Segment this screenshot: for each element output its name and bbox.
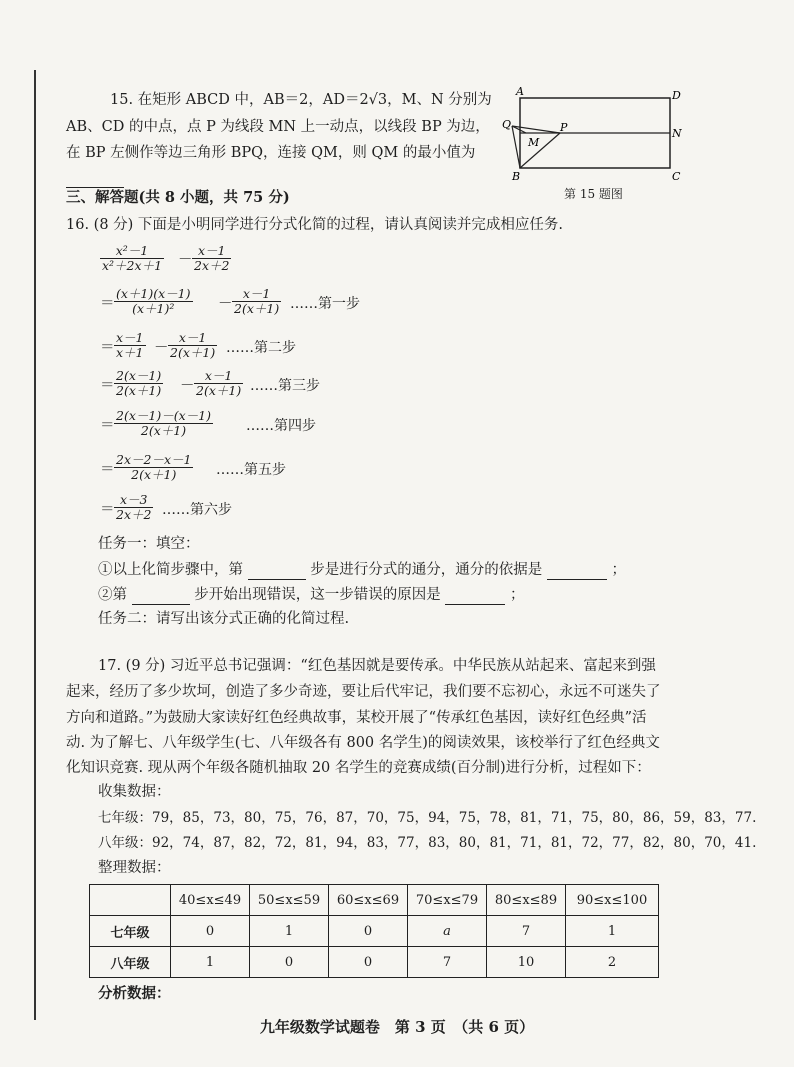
row-label: 七年级 bbox=[90, 916, 171, 947]
frequency-table bbox=[89, 884, 659, 978]
fraction-numerator: x－1 bbox=[194, 369, 243, 384]
q17-line-2: 起来，经历了多少坎坷，创造了多少奇迹，要让后代牢记，我们要不忘初心，永远不可迷失了 bbox=[66, 684, 661, 700]
fraction-denominator: 2(x＋1) bbox=[131, 467, 177, 482]
step-label-6: ……第六步 bbox=[162, 502, 232, 518]
q15-figure-caption: 第 15 题图 bbox=[564, 187, 623, 201]
equals-sign: ＝ bbox=[100, 502, 115, 518]
fraction-denominator: 2x＋2 bbox=[194, 258, 230, 273]
label-n: N bbox=[672, 127, 682, 140]
table-cell: 2 bbox=[566, 947, 659, 978]
fraction-denominator: 2(x＋1) bbox=[196, 383, 242, 398]
task1-item-1 bbox=[98, 560, 626, 580]
table-header-cell: 50≤x≤59 bbox=[250, 885, 329, 916]
task1-item-2 bbox=[98, 585, 524, 605]
fraction-numerator: x－3 bbox=[114, 493, 153, 508]
fraction-denominator: x＋1 bbox=[116, 345, 144, 360]
fraction bbox=[114, 453, 193, 482]
table-cell: 0 bbox=[329, 947, 408, 978]
step-label-5: ……第五步 bbox=[216, 462, 286, 478]
equals-sign: ＝ bbox=[100, 296, 115, 312]
table-cell: 1 bbox=[566, 916, 659, 947]
fraction bbox=[114, 287, 193, 316]
q15-line-3: 在 BP 左侧作等边三角形 BPQ，连接 QM，则 QM 的最小值为 bbox=[66, 145, 476, 161]
table-row bbox=[90, 947, 659, 978]
equals-sign: ＝ bbox=[100, 378, 115, 394]
table-cell: 0 bbox=[329, 916, 408, 947]
fraction bbox=[192, 244, 231, 273]
answer-blank bbox=[132, 590, 190, 605]
q15-rectangle-figure bbox=[500, 84, 700, 184]
row-label: 八年级 bbox=[90, 947, 171, 978]
fraction bbox=[232, 287, 281, 316]
task1-item-1-text-c: ； bbox=[611, 562, 626, 578]
fraction bbox=[114, 369, 163, 398]
step-label-1: ……第一步 bbox=[290, 296, 360, 312]
table-header-cell: 90≤x≤100 bbox=[566, 885, 659, 916]
q16-intro: 16. (8 分) 下面是小明同学进行分式化简的过程，请认真阅读并完成相应任务. bbox=[66, 217, 564, 233]
task1-item-1-text-a: ①以上化简步骤中，第 bbox=[98, 562, 243, 578]
organize-data-title: 整理数据： bbox=[98, 860, 171, 876]
table-cell: 7 bbox=[487, 916, 566, 947]
fraction bbox=[114, 331, 146, 360]
equals-sign: ＝ bbox=[100, 418, 115, 434]
label-q: Q bbox=[502, 118, 512, 131]
minus-sign: － bbox=[154, 340, 169, 356]
step-label-2: ……第二步 bbox=[226, 340, 296, 356]
answer-blank bbox=[248, 565, 306, 580]
label-c: C bbox=[672, 170, 681, 183]
fraction-denominator: 2(x＋1) bbox=[234, 301, 280, 316]
analyze-data-title: 分析数据： bbox=[98, 985, 171, 1002]
q15-answer-blank bbox=[66, 168, 124, 188]
step-label-4: ……第四步 bbox=[246, 418, 316, 434]
table-cell: 1 bbox=[171, 947, 250, 978]
fraction-denominator: 2x＋2 bbox=[116, 507, 152, 522]
grade8-scores: 八年级：92，74，87，82，72，81，94，83，77，83，80，81，71，81，72，77，82，80，70，41. bbox=[98, 835, 757, 851]
minus-sign: － bbox=[180, 378, 195, 394]
table-header-row bbox=[90, 885, 659, 916]
grade7-scores: 七年级：79，85，73，80，75，76，87，70，75，94，75，78，81，71，75，80，86，59，83，77. bbox=[98, 810, 757, 826]
label-p: P bbox=[560, 121, 568, 134]
step-label-3: ……第三步 bbox=[250, 378, 320, 394]
task1-title: 任务一：填空： bbox=[98, 536, 200, 552]
fraction bbox=[168, 331, 217, 360]
table-corner-cell bbox=[90, 885, 171, 916]
equals-sign: ＝ bbox=[100, 340, 115, 356]
fraction-numerator: x－1 bbox=[192, 244, 231, 259]
task1-item-2-text-a: ②第 bbox=[98, 587, 127, 603]
q17-line-5: 化知识竞赛. 现从两个年级各随机抽取 20 名学生的竞赛成绩(百分制)进行分析，过程如下： bbox=[66, 760, 651, 776]
table-cell: 10 bbox=[487, 947, 566, 978]
fraction-denominator: x²＋2x＋1 bbox=[102, 258, 163, 273]
q17-line-1: 17. (9 分) 习近平总书记强调：“红色基因就是要传承。中华民族从站起来、富起来到强 bbox=[98, 658, 656, 674]
segment-qb bbox=[512, 126, 520, 168]
fraction-numerator: x－1 bbox=[232, 287, 281, 302]
task1-item-2-text-b: 步开始出现错误，这一步错误的原因是 bbox=[194, 587, 441, 603]
label-b: B bbox=[512, 170, 521, 183]
table-cell: 7 bbox=[408, 947, 487, 978]
fraction-numerator: 2x－2－x－1 bbox=[116, 452, 192, 467]
minus-sign: － bbox=[178, 252, 193, 268]
task1-item-1-text-b: 步是进行分式的通分，通分的依据是 bbox=[310, 562, 543, 578]
section-header: 三、解答题(共 8 小题，共 75 分) bbox=[66, 189, 290, 206]
fraction-numerator: x²－1 bbox=[100, 244, 164, 259]
table-header-cell: 80≤x≤89 bbox=[487, 885, 566, 916]
table-cell: 1 bbox=[250, 916, 329, 947]
table-cell: a bbox=[408, 916, 487, 947]
task1-item-2-text-c: ； bbox=[509, 587, 525, 603]
equals-sign: ＝ bbox=[100, 462, 115, 478]
label-a: A bbox=[516, 85, 524, 98]
table-row bbox=[90, 916, 659, 947]
fraction-numerator: (x＋1)(x－1) bbox=[116, 286, 191, 301]
table-header-cell: 40≤x≤49 bbox=[171, 885, 250, 916]
page-footer: 九年级数学试题卷 第 3 页 （共 6 页） bbox=[259, 1018, 535, 1036]
fraction-denominator: 2(x＋1) bbox=[140, 423, 187, 438]
fraction bbox=[114, 493, 153, 522]
fraction bbox=[100, 244, 164, 273]
q17-line-4: 动. 为了解七、八年级学生(七、八年级各有 800 名学生)的阅读效果，该校举行了红色经典文 bbox=[66, 735, 660, 751]
label-m: M bbox=[528, 136, 540, 149]
table-header-cell: 70≤x≤79 bbox=[408, 885, 487, 916]
fraction-numerator: 2(x－1)－(x－1) bbox=[116, 408, 211, 423]
table-header-cell: 60≤x≤69 bbox=[329, 885, 408, 916]
segment-bp bbox=[520, 133, 560, 168]
q15-line-2: AB、CD 的中点，点 P 为线段 MN 上一动点，以线段 BP 为边， bbox=[66, 119, 490, 135]
q15-line-1: 15. 在矩形 ABCD 中，AB＝2，AD＝2√3，M、N 分别为 bbox=[110, 92, 492, 108]
fraction bbox=[194, 369, 243, 398]
collect-data-title: 收集数据： bbox=[98, 784, 171, 800]
label-d: D bbox=[672, 89, 681, 102]
minus-sign: － bbox=[218, 296, 233, 312]
fraction-denominator: 2(x＋1) bbox=[116, 383, 162, 398]
fraction-numerator: x－1 bbox=[168, 331, 217, 346]
fraction-numerator: x－1 bbox=[116, 330, 144, 345]
answer-blank bbox=[445, 590, 505, 605]
table-cell: 0 bbox=[250, 947, 329, 978]
table-cell: 0 bbox=[171, 916, 250, 947]
fraction-numerator: 2(x－1) bbox=[116, 368, 162, 383]
answer-blank bbox=[547, 565, 607, 580]
q17-line-3: 方向和道路。”为鼓励大家读好红色经典故事，某校开展了“传承红色基因，读好红色经典”活 bbox=[66, 710, 647, 726]
task2-title: 任务二：请写出该分式正确的化简过程. bbox=[98, 611, 350, 627]
fraction-denominator: (x＋1)² bbox=[132, 301, 175, 316]
binding-margin-line bbox=[34, 70, 36, 1020]
fraction bbox=[114, 409, 213, 438]
fraction-denominator: 2(x＋1) bbox=[170, 345, 216, 360]
